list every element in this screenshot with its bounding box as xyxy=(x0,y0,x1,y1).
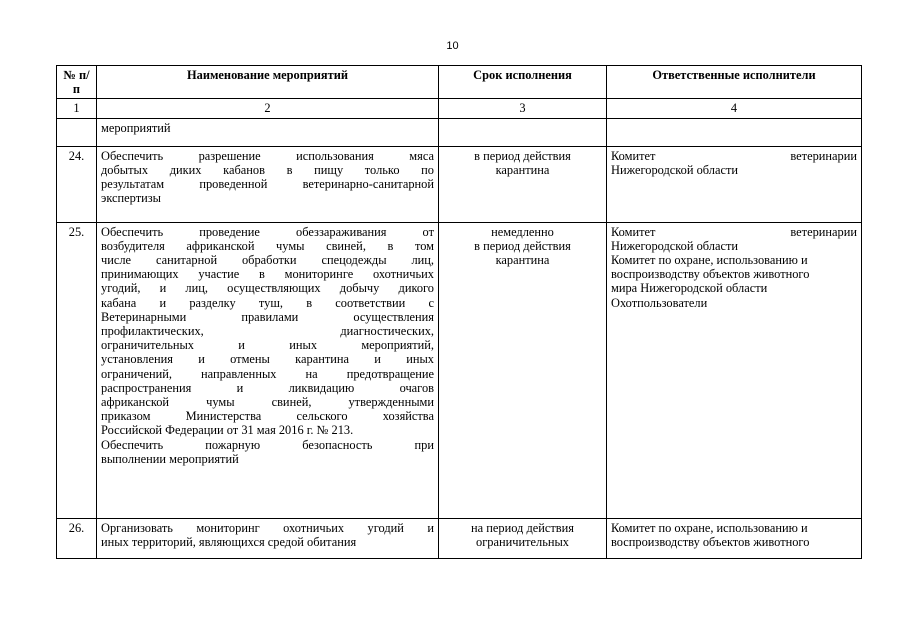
measure-name-line: угодий, и лиц, осуществляющих добычу дикого xyxy=(101,281,434,296)
header-row xyxy=(57,66,862,99)
responsible-line: Охотпользователи xyxy=(611,295,708,310)
measures-table xyxy=(56,65,862,559)
execution-term xyxy=(439,222,607,518)
header-num: № п/п xyxy=(57,66,97,99)
measure-name-line: выполнении мероприятий xyxy=(101,451,239,466)
col-number-4: 4 xyxy=(607,99,862,118)
measure-name-line: Обеспечить разрешение использования мяса xyxy=(101,148,434,163)
execution-term xyxy=(439,146,607,222)
table-row xyxy=(57,118,862,146)
measure-name-line: Обеспечить проведение обеззараживания от xyxy=(101,224,434,239)
row-number: 26. xyxy=(57,518,97,558)
execution-term xyxy=(439,118,607,146)
measure-name-line: результатам проведенной ветеринарно-санитарной xyxy=(101,177,434,192)
measure-name xyxy=(97,222,439,518)
measure-name-line: добытых диких кабанов в пищу только по xyxy=(101,162,434,177)
measure-name xyxy=(97,518,439,558)
execution-term-line: карантина xyxy=(495,162,550,177)
measure-name-line: принимающих участие в мониторинге охотничьих xyxy=(101,267,434,282)
measure-name-line: африканской чумы свиней, утвержденными xyxy=(101,395,434,410)
responsible-line: Комитет ветеринарии xyxy=(611,148,857,163)
measure-name xyxy=(97,118,439,146)
header-name: Наименование мероприятий xyxy=(97,66,439,99)
measure-name-line: распространения и ликвидацию очагов xyxy=(101,380,434,395)
table-row xyxy=(57,222,862,518)
execution-term-line: в период действия xyxy=(474,238,571,253)
measure-name-line: приказом Министерства сельского хозяйства xyxy=(101,409,434,424)
table-row xyxy=(57,518,862,558)
responsible-line: Комитет ветеринарии xyxy=(611,224,857,239)
measure-name-line: установления и отмены карантина и иных xyxy=(101,352,434,367)
responsible-line: Нижегородской области xyxy=(611,238,739,253)
measure-name-line: мероприятий xyxy=(101,120,171,135)
execution-term-line: на период действия xyxy=(471,520,574,535)
table-body xyxy=(57,118,862,558)
measure-name-line: возбудителя африканской чумы свиней, в том xyxy=(101,238,434,253)
measure-name-line: числе санитарной обработки спецодежды лиц, xyxy=(101,253,434,268)
responsible-executors xyxy=(607,146,862,222)
header-resp: Ответственные исполнители xyxy=(607,66,862,99)
measure-name-line: ограничительных и иных мероприятий, xyxy=(101,338,434,353)
measure-name-line: Организовать мониторинг охотничьих угодий и xyxy=(101,520,434,535)
responsible-line: Комитет по охране, использованию и xyxy=(611,253,808,268)
execution-term-line: карантина xyxy=(495,253,550,268)
row-number xyxy=(57,118,97,146)
responsible-line: Комитет по охране, использованию и xyxy=(611,520,808,535)
col-number-3: 3 xyxy=(439,99,607,118)
header-term: Срок исполнения xyxy=(439,66,607,99)
row-number: 25. xyxy=(57,222,97,518)
table-row xyxy=(57,146,862,222)
execution-term xyxy=(439,518,607,558)
responsible-executors xyxy=(607,222,862,518)
measure-name-line: кабана и разделку туш, в соответствии с xyxy=(101,295,434,310)
measure-name-line: экспертизы xyxy=(101,191,161,206)
execution-term-line: в период действия xyxy=(474,148,571,163)
execution-term-line: немедленно xyxy=(491,224,554,239)
col-number-1: 1 xyxy=(57,99,97,118)
col-number-2: 2 xyxy=(97,99,439,118)
measure-name-line: Российской Федерации от 31 мая 2016 г. № 213. xyxy=(101,423,354,438)
measure-name-line: профилактических, диагностических, xyxy=(101,324,434,339)
measure-name xyxy=(97,146,439,222)
row-number: 24. xyxy=(57,146,97,222)
responsible-line: мира Нижегородской области xyxy=(611,281,768,296)
measure-name-line: Обеспечить пожарную безопасность при xyxy=(101,437,434,452)
responsible-line: воспроизводству объектов животного xyxy=(611,267,810,282)
measure-name-line: иных территорий, являющихся средой обитания xyxy=(101,534,357,549)
column-numbers-row xyxy=(57,99,862,118)
responsible-executors xyxy=(607,518,862,558)
responsible-executors xyxy=(607,118,862,146)
measure-name-line: ограничений, направленных на предотвращение xyxy=(101,366,434,381)
responsible-line: воспроизводству объектов животного xyxy=(611,534,810,549)
responsible-line: Нижегородской области xyxy=(611,162,739,177)
page-number: 10 xyxy=(446,40,459,52)
measure-name-line: Ветеринарными правилами осуществления xyxy=(101,309,434,324)
execution-term-line: ограничительных xyxy=(476,534,569,549)
